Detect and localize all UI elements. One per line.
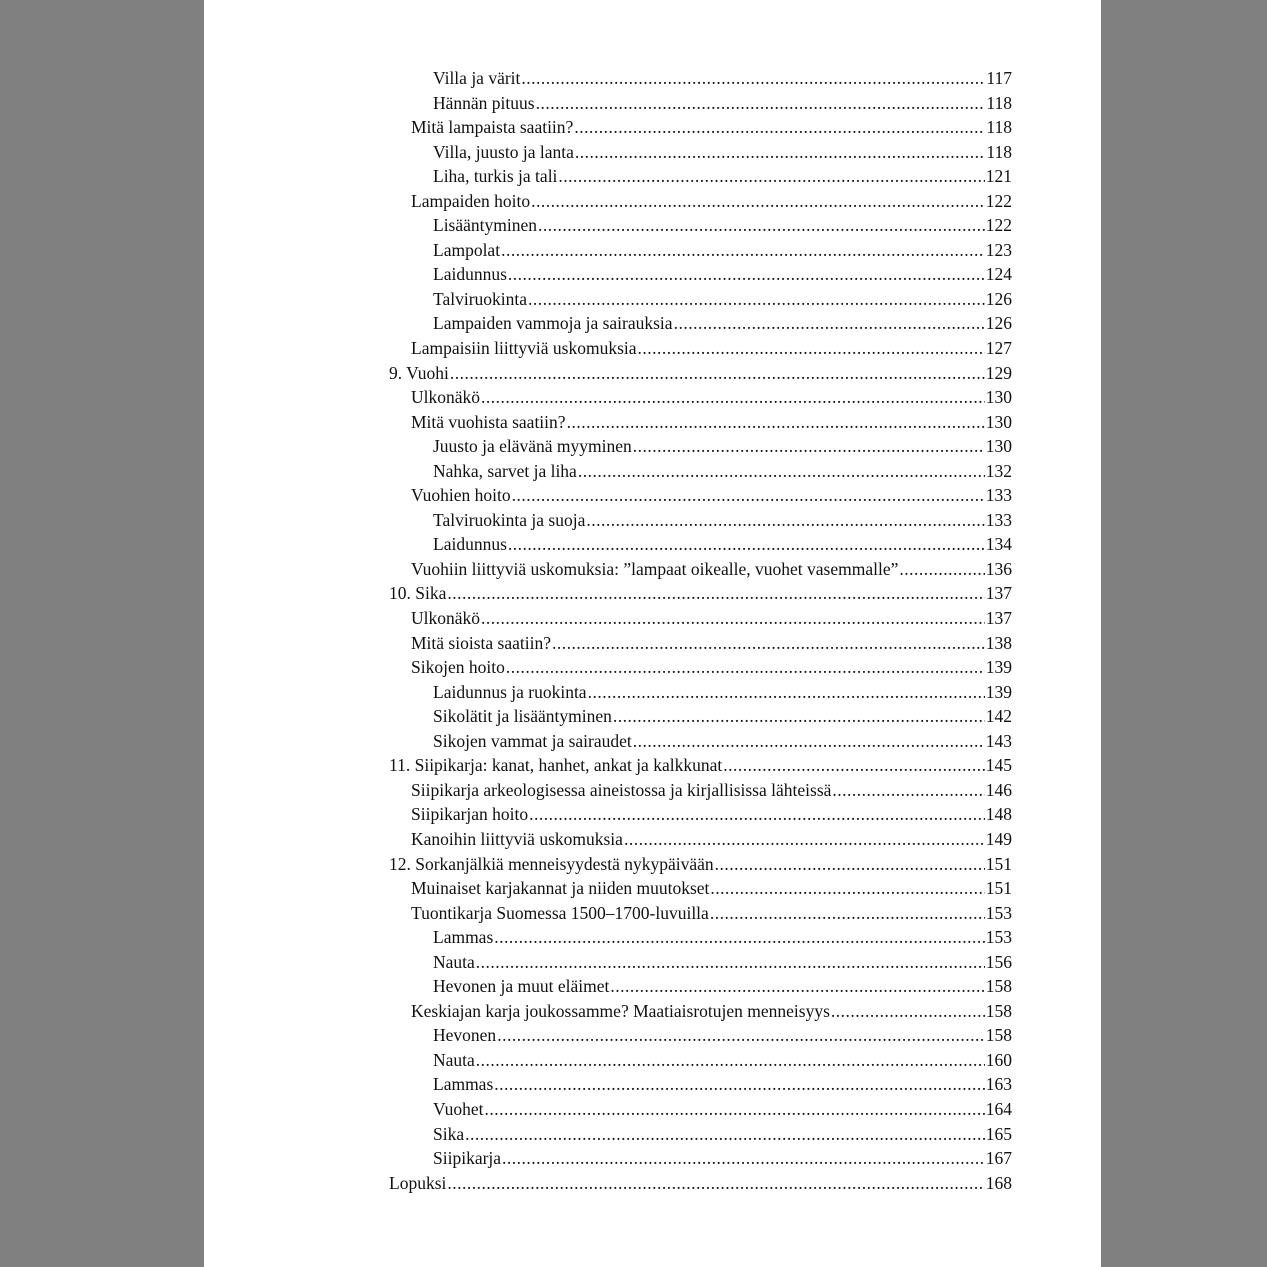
dot-leader: [578, 459, 985, 484]
toc-entry-title: Sika: [433, 1123, 465, 1144]
toc-entry-title: Lampaiden vammoja ja sairauksia: [433, 313, 673, 334]
toc-entry[interactable]: [389, 557, 1012, 582]
toc-entry-title: Ulkonäkö: [411, 608, 481, 629]
dot-leader: [831, 999, 985, 1024]
table-of-contents: [389, 66, 1012, 1195]
toc-entry[interactable]: [389, 483, 1012, 508]
dot-leader: [502, 1146, 985, 1171]
toc-entry[interactable]: [389, 1072, 1012, 1097]
toc-entry-page-number: 158: [985, 1025, 1012, 1046]
toc-entry-page-number: 165: [985, 1123, 1012, 1144]
toc-entry-page-number: 133: [985, 509, 1012, 530]
dot-leader: [494, 1072, 984, 1097]
toc-entry-title: Lampaiden hoito: [411, 190, 531, 211]
dot-leader: [447, 581, 984, 606]
toc-entry-title: Kanoihin liittyviä uskomuksia: [411, 828, 623, 849]
dot-leader: [497, 1023, 985, 1048]
dot-leader: [481, 385, 985, 410]
toc-entry[interactable]: [389, 974, 1012, 999]
toc-entry[interactable]: [389, 361, 1012, 386]
toc-entry[interactable]: [389, 680, 1012, 705]
dot-leader: [624, 827, 985, 852]
toc-entry[interactable]: [389, 606, 1012, 631]
dot-leader: [723, 753, 985, 778]
toc-entry[interactable]: [389, 1146, 1012, 1171]
toc-entry[interactable]: [389, 827, 1012, 852]
toc-entry-title: Nahka, sarvet ja liha: [433, 460, 577, 481]
toc-entry-page-number: 136: [985, 558, 1012, 579]
toc-entry-page-number: 158: [985, 1000, 1012, 1021]
toc-entry-page-number: 132: [985, 460, 1012, 481]
toc-entry-page-number: 145: [985, 755, 1012, 776]
toc-entry-page-number: 146: [985, 779, 1012, 800]
toc-entry-page-number: 151: [985, 853, 1012, 874]
toc-entry-title: Lampolat: [433, 239, 501, 260]
dot-leader: [588, 680, 985, 705]
toc-entry-title: Muinaiset karjakannat ja niiden muutokset: [411, 878, 710, 899]
toc-entry-page-number: 149: [985, 828, 1012, 849]
dot-leader: [484, 1097, 984, 1122]
dot-leader: [450, 361, 985, 386]
dot-leader: [481, 606, 985, 631]
toc-entry-title: Vuohet: [433, 1098, 484, 1119]
toc-entry[interactable]: [389, 262, 1012, 287]
toc-entry[interactable]: [389, 802, 1012, 827]
toc-entry[interactable]: [389, 189, 1012, 214]
toc-entry-title: Juusto ja elävänä myyminen: [433, 436, 632, 457]
toc-entry[interactable]: [389, 925, 1012, 950]
toc-entry-page-number: 164: [985, 1098, 1012, 1119]
toc-entry-page-number: 121: [985, 166, 1012, 187]
toc-entry-page-number: 126: [985, 313, 1012, 334]
toc-entry-title: Sikolätit ja lisääntyminen: [433, 706, 612, 727]
toc-entry[interactable]: [389, 950, 1012, 975]
toc-entry-title: Lisääntyminen: [433, 215, 538, 236]
toc-entry[interactable]: [389, 385, 1012, 410]
dot-leader: [633, 729, 985, 754]
toc-entry-title: Laidunnus: [433, 534, 507, 555]
toc-entry-title: Villa ja värit: [433, 68, 521, 88]
dot-leader: [586, 508, 984, 533]
toc-entry-title: Villa, juusto ja lanta: [433, 141, 574, 162]
toc-entry[interactable]: [389, 581, 1012, 606]
dot-leader: [710, 876, 984, 901]
toc-entry-title: Hevonen: [433, 1025, 497, 1046]
toc-entry[interactable]: [389, 729, 1012, 754]
dot-leader: [715, 852, 985, 877]
dot-leader: [476, 1048, 985, 1073]
toc-entry-page-number: 156: [985, 951, 1012, 972]
toc-entry-page-number: 130: [985, 411, 1012, 432]
toc-entry[interactable]: [389, 91, 1012, 116]
dot-leader: [512, 483, 985, 508]
toc-entry-title: Lampaisiin liittyviä uskomuksia: [411, 338, 637, 359]
toc-entry-title: Liha, turkis ja tali: [433, 166, 558, 187]
dot-leader: [610, 974, 984, 999]
toc-entry[interactable]: [389, 852, 1012, 877]
toc-entry-page-number: 151: [985, 878, 1012, 899]
toc-entry[interactable]: [389, 213, 1012, 238]
toc-entry[interactable]: [389, 459, 1012, 484]
toc-entry-page-number: 118: [986, 141, 1012, 162]
toc-entry[interactable]: [389, 753, 1012, 778]
toc-entry[interactable]: [389, 532, 1012, 557]
toc-entry-title: Sikojen vammat ja sairaudet: [433, 730, 632, 751]
toc-entry-title: Vuohiin liittyviä uskomuksia: ”lampaat oikealle, vuohet vasemmalle”: [411, 558, 899, 579]
toc-entry[interactable]: [389, 238, 1012, 263]
toc-entry[interactable]: [389, 901, 1012, 926]
dot-leader: [536, 91, 986, 116]
dot-leader: [575, 140, 986, 165]
toc-entry-title: Hännän pituus: [433, 92, 535, 113]
toc-entry-title: Siipikarja arkeologisessa aineistossa ja kirjallisissa lähteissä: [411, 779, 832, 800]
toc-entry[interactable]: [389, 336, 1012, 361]
toc-entry[interactable]: [389, 1023, 1012, 1048]
toc-entry-title: 12. Sorkanjälkiä menneisyydestä nykypäivään: [389, 853, 714, 874]
toc-entry-title: Talviruokinta: [433, 288, 528, 309]
toc-entry[interactable]: [389, 164, 1012, 189]
toc-entry-title: Keskiajan karja joukossamme? Maatiaisrotujen menneisyys: [411, 1000, 830, 1021]
dot-leader: [710, 901, 985, 926]
toc-entry-title: Laidunnus: [433, 264, 507, 285]
toc-entry-page-number: 168: [985, 1172, 1012, 1193]
toc-entry-page-number: 130: [985, 436, 1012, 457]
toc-entry-title: Tuontikarja Suomessa 1500–1700-luvuilla: [411, 902, 709, 923]
toc-entry[interactable]: [389, 287, 1012, 312]
toc-entry-page-number: 117: [986, 68, 1012, 88]
toc-entry-title: 10. Sika: [389, 583, 447, 604]
toc-entry-title: Mitä vuohista saatiin?: [411, 411, 566, 432]
toc-entry-page-number: 139: [985, 657, 1012, 678]
dot-leader: [521, 66, 985, 91]
toc-entry[interactable]: [389, 1097, 1012, 1122]
toc-entry-title: Mitä sioista saatiin?: [411, 632, 551, 653]
toc-entry-page-number: 137: [985, 608, 1012, 629]
toc-entry-page-number: 142: [985, 706, 1012, 727]
toc-entry[interactable]: [389, 655, 1012, 680]
toc-entry[interactable]: [389, 876, 1012, 901]
toc-entry-title: Siipikarjan hoito: [411, 804, 529, 825]
toc-entry-page-number: 127: [985, 338, 1012, 359]
toc-entry-page-number: 167: [985, 1148, 1012, 1169]
dot-leader: [531, 189, 985, 214]
dot-leader: [465, 1122, 985, 1147]
toc-entry-title: Lammas: [433, 1074, 494, 1095]
dot-leader: [506, 655, 985, 680]
toc-entry-page-number: 138: [985, 632, 1012, 653]
dot-leader: [674, 311, 985, 336]
dot-leader: [638, 336, 985, 361]
toc-entry[interactable]: [389, 434, 1012, 459]
toc-entry-title: Nauta: [433, 951, 475, 972]
toc-entry-title: Sikojen hoito: [411, 657, 505, 678]
toc-entry[interactable]: [389, 1171, 1012, 1196]
dot-leader: [567, 410, 985, 435]
toc-entry-page-number: 153: [985, 927, 1012, 948]
toc-entry-title: Siipikarja: [433, 1148, 502, 1169]
toc-entry-page-number: 126: [985, 288, 1012, 309]
toc-entry-title: 11. Siipikarja: kanat, hanhet, ankat ja kalkkunat: [389, 755, 723, 776]
toc-entry-title: Ulkonäkö: [411, 387, 481, 408]
dot-leader: [476, 950, 985, 975]
toc-entry-page-number: 148: [985, 804, 1012, 825]
toc-entry-title: Laidunnus ja ruokinta: [433, 681, 587, 702]
dot-leader: [528, 287, 985, 312]
toc-entry[interactable]: [389, 115, 1012, 140]
toc-entry-page-number: 153: [985, 902, 1012, 923]
toc-entry-page-number: 133: [985, 485, 1012, 506]
toc-entry[interactable]: [389, 1048, 1012, 1073]
toc-entry[interactable]: [389, 1122, 1012, 1147]
toc-entry-page-number: 122: [985, 190, 1012, 211]
toc-entry-page-number: 134: [985, 534, 1012, 555]
toc-entry-title: Lopuksi: [389, 1172, 447, 1193]
toc-entry-page-number: 124: [985, 264, 1012, 285]
dot-leader: [538, 213, 985, 238]
dot-leader: [552, 631, 985, 656]
dot-leader: [494, 925, 984, 950]
dot-leader: [508, 532, 985, 557]
dot-leader: [558, 164, 984, 189]
toc-entry-title: Mitä lampaista saatiin?: [411, 117, 574, 138]
toc-entry-title: 9. Vuohi: [389, 362, 449, 383]
toc-entry-title: Hevonen ja muut eläimet: [433, 976, 610, 997]
toc-entry[interactable]: [389, 704, 1012, 729]
toc-entry-title: Talviruokinta ja suoja: [433, 509, 586, 530]
toc-entry-page-number: 123: [985, 239, 1012, 260]
toc-entry-title: Nauta: [433, 1049, 475, 1070]
toc-entry-page-number: 158: [985, 976, 1012, 997]
toc-entry[interactable]: [389, 631, 1012, 656]
toc-entry-title: Lammas: [433, 927, 494, 948]
dot-leader: [529, 802, 985, 827]
dot-leader: [574, 115, 985, 140]
toc-entry[interactable]: [389, 311, 1012, 336]
toc-entry-page-number: 118: [986, 92, 1012, 113]
toc-entry-page-number: 130: [985, 387, 1012, 408]
toc-entry[interactable]: [389, 410, 1012, 435]
toc-entry[interactable]: [389, 140, 1012, 165]
toc-entry-page-number: 122: [985, 215, 1012, 236]
toc-entry-page-number: 129: [985, 362, 1012, 383]
toc-entry[interactable]: [389, 999, 1012, 1024]
toc-entry[interactable]: [389, 778, 1012, 803]
dot-leader: [501, 238, 985, 263]
toc-entry[interactable]: [389, 66, 1012, 91]
toc-entry-page-number: 143: [985, 730, 1012, 751]
dot-leader: [447, 1171, 984, 1196]
dot-leader: [899, 557, 984, 582]
dot-leader: [633, 434, 985, 459]
toc-entry-title: Vuohien hoito: [411, 485, 511, 506]
toc-entry[interactable]: [389, 508, 1012, 533]
dot-leader: [508, 262, 985, 287]
toc-entry-page-number: 137: [985, 583, 1012, 604]
dot-leader: [832, 778, 984, 803]
toc-entry-page-number: 118: [986, 117, 1012, 138]
toc-entry-page-number: 160: [985, 1049, 1012, 1070]
dot-leader: [613, 704, 985, 729]
toc-entry-page-number: 139: [985, 681, 1012, 702]
toc-entry-page-number: 163: [985, 1074, 1012, 1095]
